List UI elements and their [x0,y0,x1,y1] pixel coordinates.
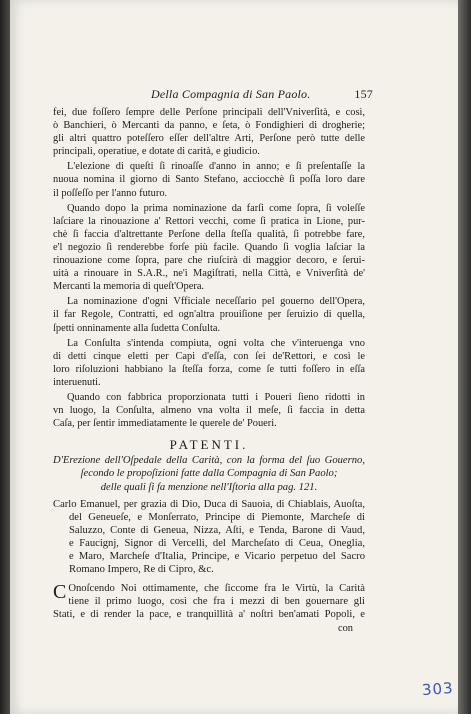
pencil-annotation: 303 [421,678,455,700]
paragraph [53,160,365,199]
text-line: gli altri quattro poteſſero eſſer dell'altre Arti, Perſone però tutte delle [53,133,365,145]
subtitle-line: ſecondo le propoſizioni fatte dalla Compagnia di San Paolo; [80,468,338,480]
text-line: L'elezione di queſti ſi rinoaſſe d'anno in anno; e ſi preſentaſſe la [67,161,365,173]
text-line: Quando con fabbrica proporzionata tutti i Poueri ſieno ridotti in [67,391,365,403]
subtitle-line: D'Erezione dell'Oſpedale della Carità, con la forma del ſuo Gouerno, [53,455,365,467]
paragraph [53,295,365,334]
text-line: Mercanti la memoria di queſt'Opera. [53,281,205,293]
text-line: Caſa, per ſentir immediatamente le querele de' Poueri. [53,418,277,430]
decree-line: Saluzzo, Conte di Geneua, Nizza, Aſti, e Tenda, Barone di Vaud, [69,524,365,536]
text-line: il far Regole, Contratti, ed ogn'altra prouiſione per ſeruizio di quella, [53,309,365,321]
ducal-titles [53,498,365,577]
paragraph [53,106,365,158]
decree-line: del Geneueſe, e Monſerrato, Principe di Piemonte, Marcheſe di [69,511,365,523]
text-line: il poſſeſſo per l'anno futuro. [53,187,168,199]
running-head-title: Della Compagnia di San Paolo. [151,87,311,101]
decree-line: e Faucignj, Signor di Vercelli, del Marcheſato di Ceua, Oneglia, [69,537,365,549]
text-line: e'l negozio ſi renderebbe forſe più facile. Quando ſi voglia laſciar la [53,241,365,253]
text-line: rinouazione come ſopra, pare che riuſcirà di maggior decoro, e ſerui- [53,255,365,267]
decree-line: Romano Impero, Re di Cipro, &c. [69,564,214,576]
text-line: La nominazione d'ogni Vfficiale neceſſario pel gouerno dell'Opera, [67,296,365,308]
text-line: principali, operatiue, e dotate di carità, e giudicio. [53,146,260,158]
decree-line: e Maro, Marcheſe d'Italia, Principe, e Vicario perpetuo del Sacro [69,551,365,562]
text-line: fei, due foſſero ſempre delle Perſone principali dell'Vniverſità, e così, [53,107,365,118]
final-line: tiene il primo luogo, così che fra i mezzi di ben gouernare gli [68,596,365,608]
text-line: Quando dopo la prima nominazione da farſi come ſopra, ſi voleſſe [67,202,365,214]
text-line: loro riſoluzioni habbiano la ſteſſa forza, come ſe tutti foſſero in eſſa [53,363,365,375]
paragraph [53,391,365,430]
paragraph [53,202,365,294]
final-line: Stati, e di render la pace, e tranquillità a' noſtri ben'amati Popoli, e [53,609,365,621]
body-paragraphs [53,106,365,430]
text-line: nuoua nomina il giorno di Santo Stefano, acciocchè ſi poſſa loro dare [53,174,365,186]
text-line: vn luogo, la Conſulta, almeno vna volta il meſe, ſi faccia in detta [53,405,365,417]
subtitle-line: delle quali ſi fa menzione nell'Iſtoria alla pag. 121. [100,481,318,493]
patent-subtitle [53,454,365,493]
text-line: laſciare la rinouazione a' Rettori vecchi, come ſi pratica in Lione, pur- [53,215,365,227]
running-head [151,88,373,106]
text-line: di detti cinque eletti per Capi d'eſſa, con ſei de'Rettori, e così le [53,350,365,362]
decree-line: Carlo Emanuel, per grazia di Dio, Duca di Sauoia, di Chiablais, Auoſta, [53,498,365,510]
book-binding [0,0,10,714]
page-text-block [53,87,373,636]
final-paragraph [53,582,365,621]
text-line: ò Banchieri, ò Mercanti da panno, e ſeta, ò Fondighieri di drogherie; [53,120,365,132]
page-edge-shadow [458,0,471,714]
text-line: uità a rinouare in S.A.R., ne'i Magiſtrati, nella Città, e Vniverſità de' [53,268,365,280]
page-number: 157 [354,87,373,101]
text-line: La Conſulta s'intenda compiuta, ogni volta che v'interuenga vno [67,337,365,349]
section-title: PATENTI. [169,437,249,453]
text-line: ſpetti onninamente alla ſudetta Conſulta. [53,322,221,334]
catchword: con [337,623,353,635]
text-line: chè ſi faccia d'altrettante Perſone della ſteſſa qualità, ſi potrebbe fare, [53,228,365,240]
drop-capital: C [53,581,67,604]
paragraph [53,337,365,389]
text-line: interuenuti. [53,376,101,388]
final-line: Onoſcendo Noi ottimamente, che ſiccome fra le Virtù, la Carità [68,583,365,595]
